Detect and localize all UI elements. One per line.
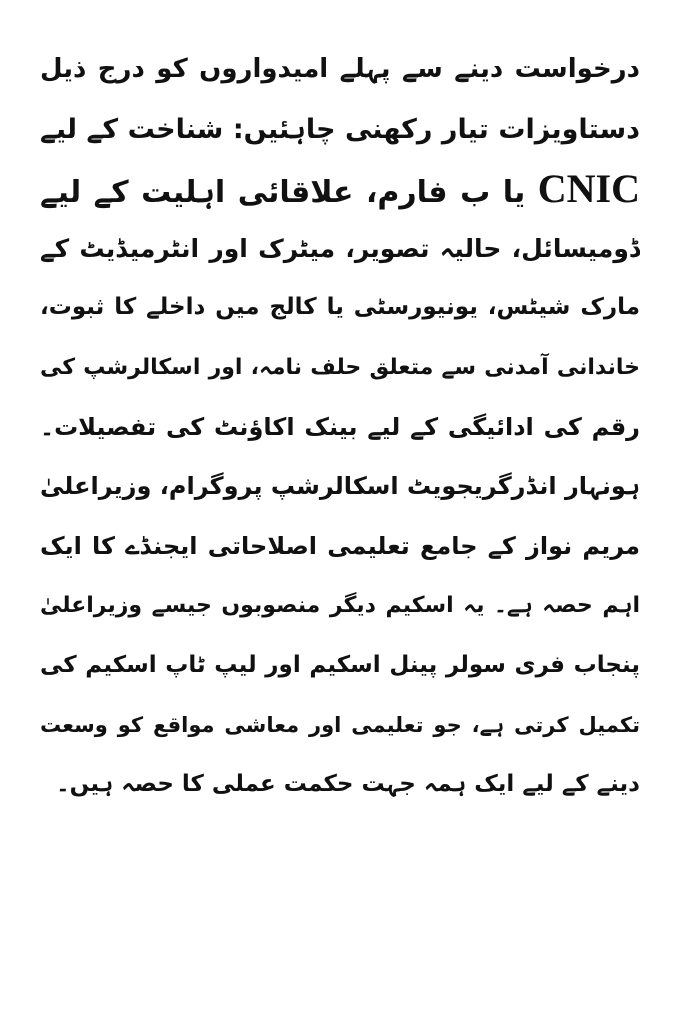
text-line-5: مارک شیٹس، یونیورسٹی یا کالج میں داخلے کا ثبوت،	[40, 294, 640, 321]
text-line-8: ہونہار انڈرگریجویٹ اسکالرشپ پروگرام، وزیراعلیٰ	[40, 472, 640, 501]
text-line-12: تکمیل کرتی ہے، جو تعلیمی اور معاشی مواقع کو وسعت	[40, 712, 640, 737]
text-line-13: دینے کے لیے ایک ہمہ جہت حکمت عملی کا حصہ ہیں۔	[56, 771, 640, 798]
text-line-3-urdu: یا ب فارم، علاقائی اہلیت کے لیے	[40, 175, 526, 211]
text-line-2: دستاویزات تیار رکھنی چاہئیں: شناخت کے لیے	[40, 113, 640, 145]
text-line-4: ڈومیسائل، حالیہ تصویر، میٹرک اور انٹرمیڈیٹ کے	[40, 233, 640, 263]
text-line-10: اہم حصہ ہے۔ یہ اسکیم دیگر منصوبوں جیسے وزیراعلیٰ	[40, 593, 640, 619]
urdu-article-text	[40, 40, 640, 815]
text-line-6: خاندانی آمدنی سے متعلق حلف نامہ، اور اسکالرشپ کی	[40, 354, 640, 380]
text-line-3	[40, 159, 640, 219]
cnic-term: CNIC	[537, 166, 640, 212]
text-line-1: درخواست دینے سے پہلے امیدواروں کو درج ذیل	[40, 54, 640, 84]
text-line-7: رقم کی ادائیگی کے لیے بینک اکاؤنٹ کی تفصیلات۔	[40, 412, 640, 441]
text-line-9: مریم نواز کے جامع تعلیمی اصلاحاتی ایجنڈے کا ایک	[40, 531, 640, 560]
text-line-11: پنجاب فری سولر پینل اسکیم اور لیپ ٹاپ اسکیم کی	[40, 651, 640, 678]
